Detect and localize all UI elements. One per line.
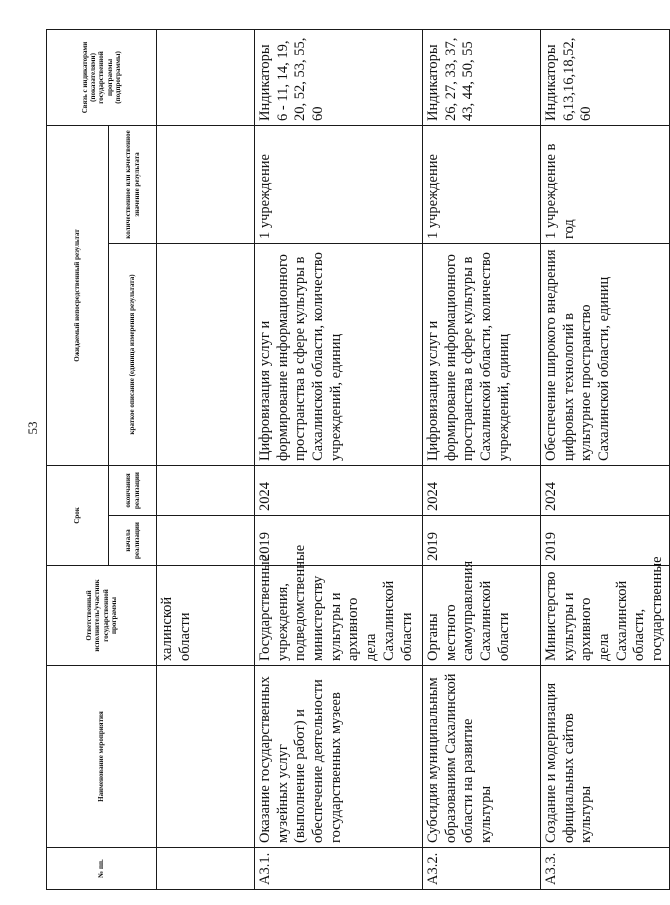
cell-name: Создание и модернизация официальных сайтов культуры [541, 666, 670, 848]
cell-empty [157, 848, 255, 890]
cell-end: 2024 [255, 465, 423, 515]
header-result-desc: краткое описание (единица измерения результата) [109, 243, 157, 465]
cell-num: А3.1. [255, 848, 423, 890]
header-executor: Ответственный исполнитель/участник государственной программы [47, 566, 157, 666]
cell-num: А3.3. [541, 848, 670, 890]
cell-result-value: 1 учреждение в год [541, 125, 670, 243]
cell-end: 2024 [541, 465, 670, 515]
page-number: 53 [25, 421, 40, 435]
table-row [255, 29, 423, 889]
cell-executor: Государственные учреждения, подведомственные министерству культуры и архивного дела Сахалинской области [255, 566, 423, 666]
cell-executor: Органы местного самоуправления Сахалинской области [423, 566, 541, 666]
header-link: Связь с индикаторами (показателями) государственной программы (подпрограммы) [47, 29, 157, 125]
continuation-row [157, 29, 255, 889]
cell-empty [157, 516, 255, 566]
cell-name: Оказание государственных музейных услуг (выполнение работ) и обеспечение деятельности государственных музеев [255, 666, 423, 848]
cell-link: Индикаторы 6 - 11, 14, 19, 20, 52, 53, 55, 60 [255, 29, 423, 125]
cell-end: 2024 [423, 465, 541, 515]
header-name: Наименование мероприятия [47, 666, 157, 848]
header-row-1 [47, 29, 109, 889]
header-num: № пп. [47, 848, 157, 890]
cell-empty [157, 243, 255, 465]
header-start: начала реализации [109, 516, 157, 566]
cell-link: Индикаторы 26, 27, 33, 37, 43, 44, 50, 55 [423, 29, 541, 125]
rotated-page-content [46, 30, 666, 890]
cell-empty [157, 29, 255, 125]
measures-table [46, 29, 670, 890]
cell-empty [157, 125, 255, 243]
cell-name: Субсидия муниципальным образованиям Сахалинской области на развитие культуры [423, 666, 541, 848]
header-term: Срок [47, 465, 109, 565]
cell-start: 2019 [541, 516, 670, 566]
header-end: окончания реализации [109, 465, 157, 515]
cell-start: 2019 [255, 516, 423, 566]
header-result: Ожидаемый непосредственный результат [47, 125, 109, 465]
cell-num: А3.2. [423, 848, 541, 890]
cell-result-desc: Цифровизация услуг и формирование информационного пространства в сфере культуры в Сахалинской области, количество учреждений, единиц [255, 243, 423, 465]
cell-result-desc: Цифровизация услуг и формирование информационного пространства в сфере культуры в Сахалинской области, количество учреждений, единиц [423, 243, 541, 465]
cell-link: Индикаторы 6,13,16,18,52, 60 [541, 29, 670, 125]
cell-start: 2019 [423, 516, 541, 566]
cell-empty [157, 666, 255, 848]
table-row [541, 29, 670, 889]
header-result-value: количественное или качественное значение результата [109, 125, 157, 243]
cell-result-desc: Обеспечение широкого внедрения цифровых технологий в культурное пространство Сахалинской области, единиц [541, 243, 670, 465]
cell-empty [157, 465, 255, 515]
cell-executor-continuation: халинской области [157, 566, 255, 666]
cell-executor: Министерство культуры и архивного дела Сахалинской области, государственные [541, 566, 670, 666]
cell-result-value: 1 учреждение [255, 125, 423, 243]
cell-result-value: 1 учреждение [423, 125, 541, 243]
table-row [423, 29, 541, 889]
